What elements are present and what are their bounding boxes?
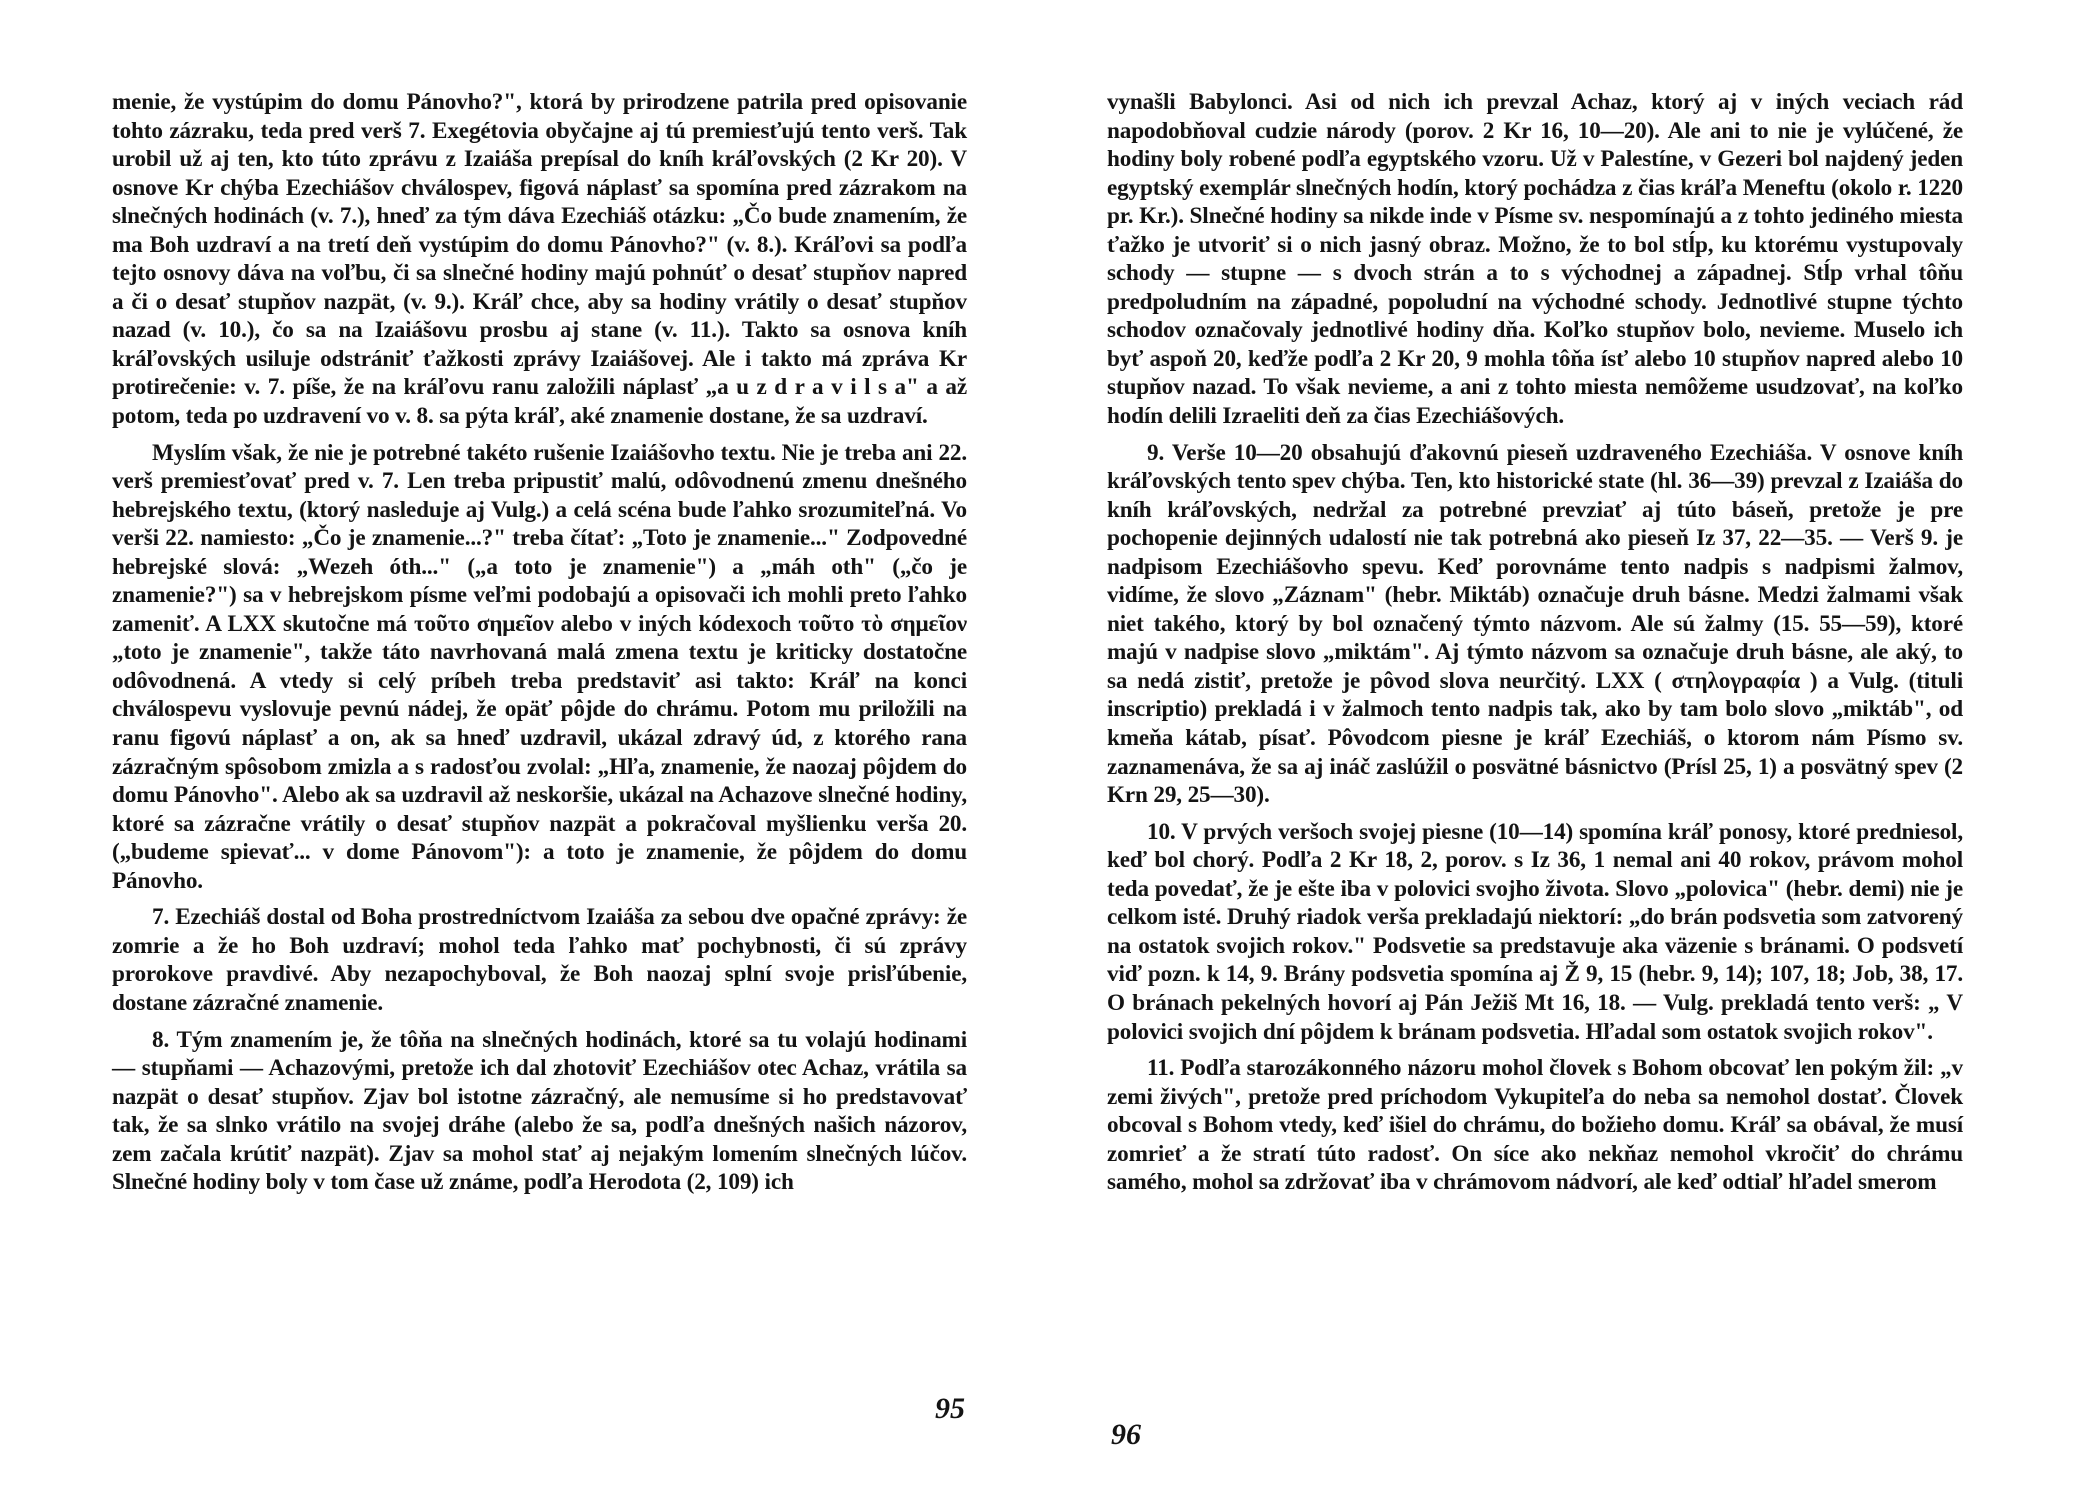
right-page-number: 96 [1111, 1418, 1141, 1451]
right-text-column [1107, 88, 1963, 1205]
left-paragraph-3: 7. Ezechiáš dostal od Boha prostredníctvom Izaiáša za sebou dve opačné zprávy: že zomrie a že ho Boh uzdraví; mohol teda ľahko mať pochybnosti, či sú zprávy prorokove pravdivé. Aby nezapochyboval, že Boh naozaj splní svoje prisľúbenie, dostane zázračné znamenie. [112, 904, 967, 1016]
right-paragraph-4: 11. Podľa starozákonného názoru mohol človek s Bohom obcovať len pokým žil: „v zemi živých", pretože pred príchodom Vykupiteľa do neba sa nemohol dostať. Človek obcoval s Bohom vtedy, keď išiel do chrámu, do božieho domu. Kráľ sa obával, že musí zomrieť a že stratí túto radosť. On síce ako nekňaz nemohol vkročiť do chrámu samého, mohol sa zdržovať iba v chrámovom nádvorí, ale keď odtiaľ hľadel smerom [1107, 1055, 1963, 1196]
right-paragraph-3: 10. V prvých veršoch svojej piesne (10—14) spomína kráľ ponosy, ktoré predniesol, keď bol chorý. Podľa 2 Kr 18, 2, porov. s Iz 36, 1 nemal ani 40 rokov, právom mohol teda povedať, že je ešte iba v polovici svojho života. Slovo „polovica" (hebr. demi) nie je celkom isté. Druhý riadok verša prekladajú niektorí: „do brán podsvetia som zatvorený na ostatok svojich rokov." Podsvetie sa predstavuje aka väzenie s bránami. O podsvetí viď pozn. k 14, 9. Brány podsvetia spomína aj Ž 9, 15 (hebr. 9, 14); 107, 18; Job, 38, 17. O bránach pekelných hovorí aj Pán Ježiš Mt 16, 18. — Vulg. prekladá tento verš: „ V polovici svojich dní pôjdem k bránam podsvetia. Hľadal som ostatok svojich rokov". [1107, 818, 1963, 1045]
right-paragraph-1: vynašli Babylonci. Asi od nich ich prevzal Achaz, ktorý aj v iných veciach rád napodobňoval cudzie národy (porov. 2 Kr 16, 10—20). Ale ani to nie je vylúčené, že hodiny boly robené podľa egyptského vzoru. Už v Palestíne, v Gezeri bol najdený jeden egyptský exemplár slnečných hodín, ktorý pochádza z čias kráľa Meneftu (okolo r. 1220 pr. Kr.). Slnečné hodiny sa nikde inde v Písme sv. nespomínajú a z tohto jediného miesta ťažko je utvoriť si o nich jasný obraz. Možno, že to bol stĺp, ku ktorému vystupovaly schody — stupne — s dvoch strán a to s východnej a západnej. Stĺp vrhal tôňu predpoludním na západné, popoludní na východné schody. Jednotlivé stupne týchto schodov označovaly jednotlivé hodiny dňa. Koľko stupňov bolo, nevieme. Muselo ich byť aspoň 20, keďže podľa 2 Kr 20, 9 mohla tôňa ísť alebo 10 stupňov napred alebo 10 stupňov nazad. To však nevieme, a ani z tohto miesta nemôžeme usudzovať, na koľko hodín delili Izraeliti deň za čias Ezechiášových. [1107, 89, 1963, 430]
left-paragraph-1: menie, že vystúpim do domu Pánovho?", ktorá by prirodzene patrila pred opisovanie tohto zázraku, teda pred verš 7. Exegétovia obyčajne aj tú premiesťujú tento verš. Tak urobil už aj ten, kto túto zprávu z Izaiáša prepísal do kníh kráľovských (2 Kr 20). V osnove Kr chýba Ezechiášov chválospev, figová náplasť sa spomína pred zázrakom na slnečných hodinách (v. 7.), hneď za tým dáva Ezechiáš otázku: „Čo bude znamením, že ma Boh uzdraví a na tretí deň vystúpim do domu Pánovho?" (v. 8.). Kráľovi sa podľa tejto osnovy dáva na voľbu, či sa slnečné hodiny majú pohnúť o desať stupňov napred a či o desať stupňov nazpät, (v. 9.). Kráľ chce, aby sa hodiny vrátily o desať stupňov nazad (v. 10.), čo sa na Izaiášovu prosbu aj stane (v. 11.). Takto sa osnova kníh kráľovských usiluje odstrániť ťažkosti zprávy Izaiášovej. Ale i takto má zpráva Kr protirečenie: v. 7. píše, že na kráľovu ranu založili náplasť „a u z d r a v i l s a" a až potom, teda po uzdravení vo v. 8. sa pýta kráľ, aké znamenie dostane, že sa uzdraví. [112, 89, 967, 430]
left-paragraph-4: 8. Tým znamením je, že tôňa na slnečných hodinách, ktoré sa tu volajú hodinami — stupňami — Achazovými, pretože ich dal zhotoviť Ezechiášov otec Achaz, vrátila sa nazpät o desať stupňov. Zjav bol istotne zázračný, ale nemusíme si ho predstavovať tak, že sa slnko vrátilo na svojej dráhe (alebo že sa, podľa dnešných našich názorov, zem začala krútiť nazpät). Zjav sa mohol stať aj nejakým lomením slnečných lúčov. Slnečné hodiny boly v tom čase už známe, podľa Herodota (2, 109) ich [112, 1026, 967, 1196]
right-page [1043, 0, 2086, 1500]
left-text-column [112, 88, 967, 1205]
left-paragraph-2: Myslím však, že nie je potrebné takéto rušenie Izaiášovho textu. Nie je treba ani 22. verš premiesťovať pred v. 7. Len treba pripustiť malú, odôvodnenú zmenu dnešného hebrejského textu, (ktorý nasleduje aj Vulg.) a celá scéna bude ľahko srozumiteľná. Vo verši 22. namiesto: „Čo je znamenie...?" treba čítať: „Toto je znamenie..." Zodpovedné hebrejské slová: „Wezeh óth..." („a toto je znamenie") a „máh oth" („čo je znamenie?") sa v hebrejskom písme veľmi podobajú a opisovači ich mohli preto ľahko zameniť. A LXX skutočne má τοῦτο σημεῖον alebo v iných kódexoch τοῦτο τὸ σημεῖον „toto je znamenie", takže táto navrhovaná malá zmena textu je kriticky dostatočne odôvodnená. A vtedy si celý príbeh treba predstaviť asi takto: Kráľ na konci chválospevu vyslovuje pevnú nádej, že opäť pôjde do chrámu. Potom mu priložili na ranu figovú náplasť a on, ak sa hneď uzdravil, ukázal zdravý úd, z ktorého rana zázračným spôsobom zmizla a s radosťou zvolal: „Hľa, znamenie, že naozaj pôjdem do domu Pánovho". Alebo ak sa uzdravil až neskoršie, ukázal na Achazove slnečné hodiny, ktoré sa zázračne vrátily o desať stupňov nazpät a pokračoval myšlienku verša 20. („budeme spievať... v dome Pánovom"): a toto je znamenie, že pôjdem do domu Pánovho. [112, 439, 967, 894]
right-paragraph-2: 9. Verše 10—20 obsahujú ďakovnú pieseň uzdraveného Ezechiáša. V osnove kníh kráľovských tento spev chýba. Ten, kto historické state (hl. 36—39) prevzal z Izaiáša do kníh kráľovských, nedržal za potrebné prevziať aj túto báseň, pretože je pre pochopenie dejinných udalostí nie tak potrebná ako pieseň Iz 37, 22—35. — Verš 9. je nadpisom Ezechiášovho spevu. Keď porovnáme tento nadpis s nadpismi žalmov, vidíme, že slovo „Záznam" (hebr. Miktáb) označuje druh básne. Medzi žalmami však niet takého, ktorý by bol označený týmto názvom. Ale sú žalmy (15. 55—59), ktoré majú v nadpise slovo „miktám". Aj týmto názvom sa označuje druh básne, ale aký, to sa nedá zistiť, pretože je pôvod slova neurčitý. LXX ( στηλογραφία ) a Vulg. (tituli inscriptio) prekladá i v žalmoch tento nadpis tak, ako by tam bolo slovo „miktáb", od kmeňa kátab, písať. Pôvodcom piesne je kráľ Ezechiáš, o ktorom nám Písmo sv. zaznamenáva, že sa aj ináč zaslúžil o posvätné básnictvo (Prísl 25, 1) a posvätný spev (2 Krn 29, 25—30). [1107, 439, 1963, 809]
left-page-number: 95 [935, 1392, 965, 1425]
